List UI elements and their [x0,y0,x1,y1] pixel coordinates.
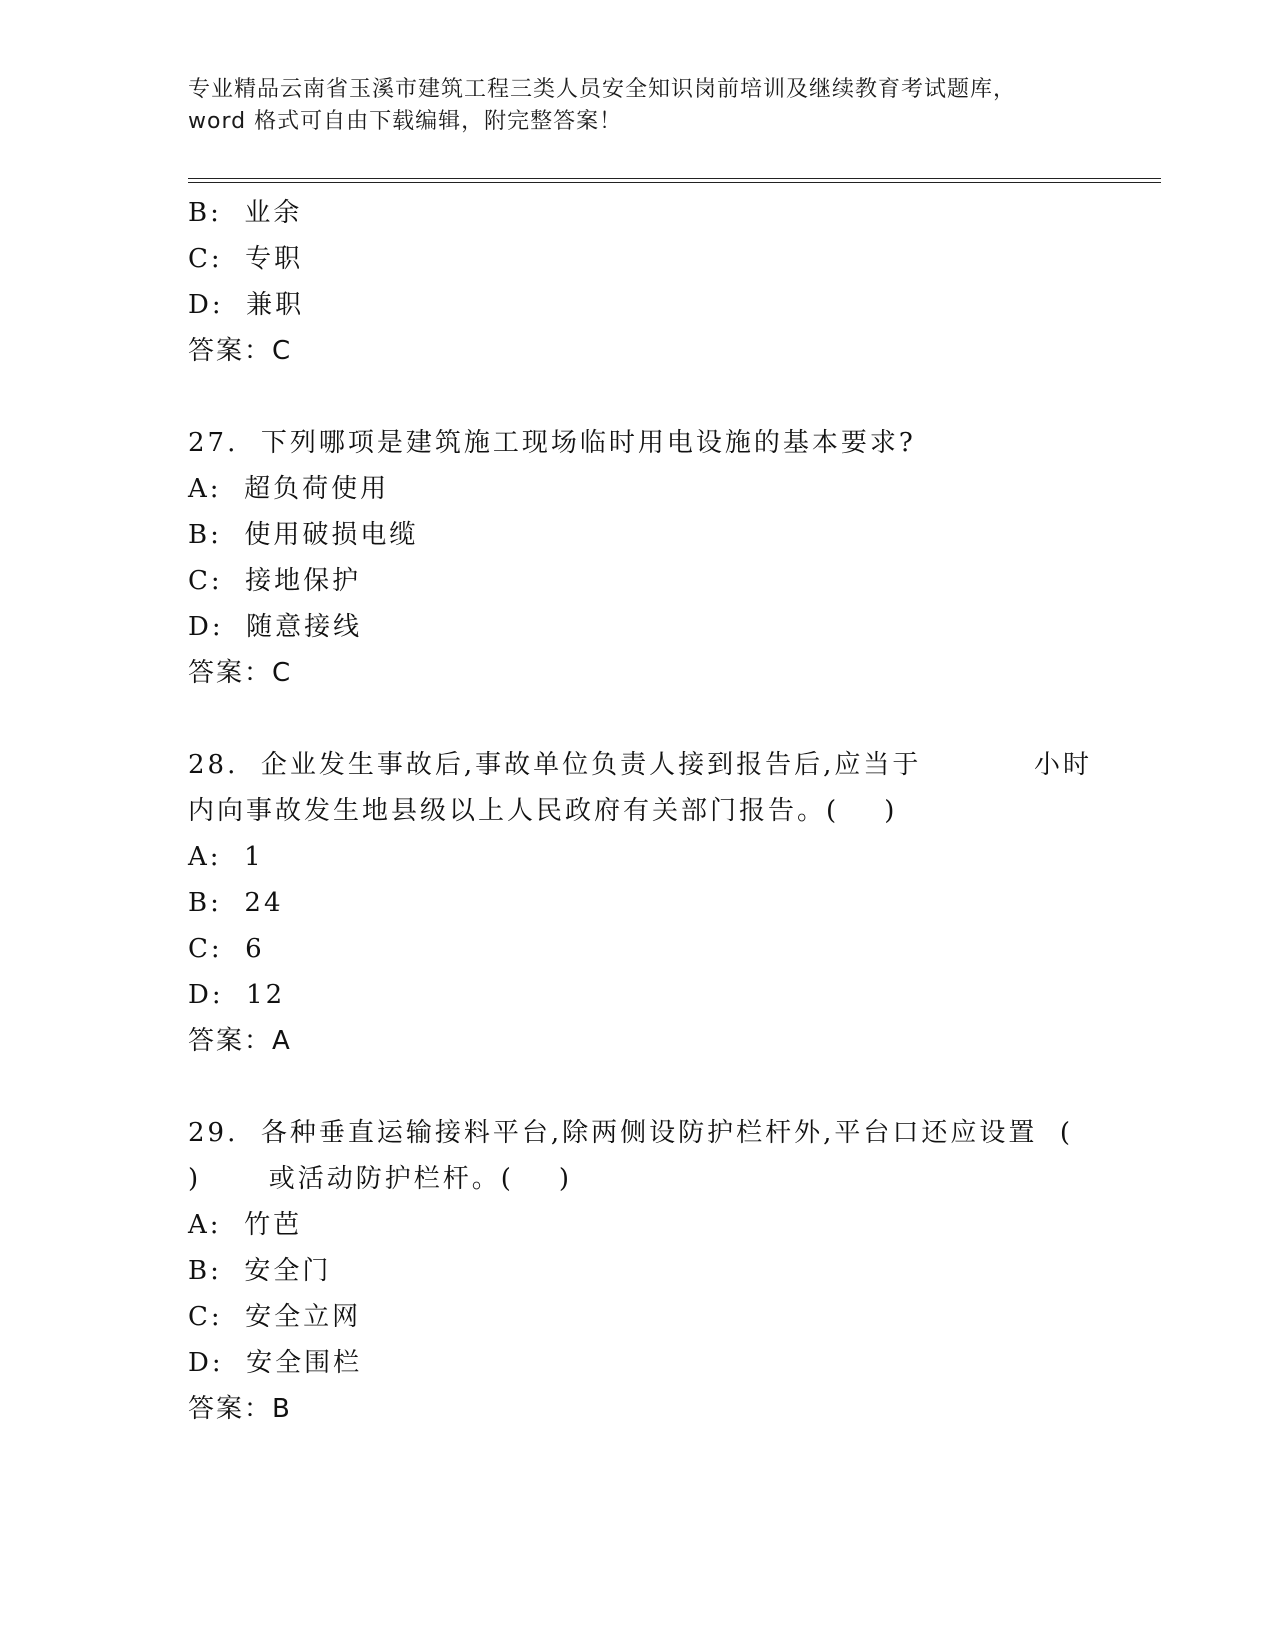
spacer [188,1064,1088,1110]
answer: 答案：B [188,1394,292,1424]
header-divider [188,178,1161,183]
option-d: D: 12 [188,980,286,1010]
option-c: C: 接地保护 [188,566,362,596]
header-title-line2: word 格式可自由下载编辑，附完整答案！ [188,109,623,134]
question-text: 27. 下列哪项是建筑施工现场临时用电设施的基本要求? [188,428,916,458]
question-28 [188,742,1093,1064]
answer: 答案：C [188,658,293,688]
question-text-line2: ) 或活动防护栏杆。( ) [188,1164,573,1194]
option-c: C: 专职 [188,244,304,274]
question-27 [188,420,1088,696]
option-b: B: 安全门 [188,1256,332,1286]
option-d: D: 安全围栏 [188,1348,363,1378]
question-text-line2: 内向事故发生地县级以上人民政府有关部门报告。( ) [188,796,898,826]
spacer [188,374,1088,420]
option-b: B: 业余 [188,198,303,228]
answer: 答案：A [188,1026,292,1056]
question-26 [188,190,1088,374]
option-a: A: 1 [188,842,264,872]
question-text-line1: 28. 企业发生事故后,事故单位负责人接到报告后,应当于 小时 [188,750,1093,780]
spacer [188,696,1088,742]
option-b: B: 使用破损电缆 [188,520,419,550]
header-title-line1: 专业精品云南省玉溪市建筑工程三类人员安全知识岗前培训及继续教育考试题库， [188,77,1017,102]
option-c: C: 安全立网 [188,1302,362,1332]
option-c: C: 6 [188,934,265,964]
question-29 [188,1110,1088,1432]
answer: 答案：C [188,336,293,366]
question-list [188,190,1093,1432]
option-d: D: 随意接线 [188,612,363,642]
option-a: A: 超负荷使用 [188,474,390,504]
option-d: D: 兼职 [188,290,305,320]
document-header [188,74,1088,138]
option-b: B: 24 [188,888,284,918]
question-text-line1: 29. 各种垂直运输接料平台,除两侧设防护栏杆外,平台口还应设置 ( [188,1118,1074,1148]
option-a: A: 竹芭 [188,1210,303,1240]
